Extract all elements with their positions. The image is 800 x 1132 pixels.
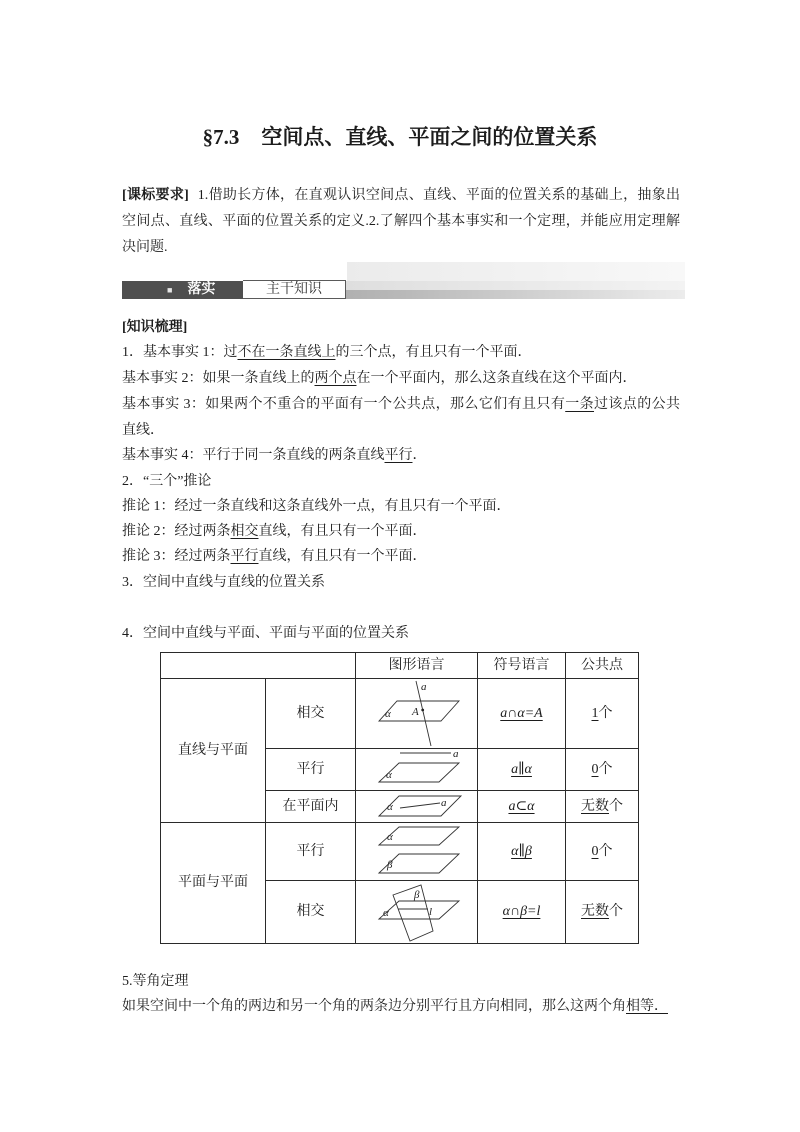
header-figure: 图形语言: [356, 653, 478, 679]
square-bullet-icon: ■: [167, 285, 173, 295]
corollary-2-pre: 推论 2：经过两条: [122, 524, 231, 539]
fact-2-pre: 基本事实 2：如果一条直线上的: [122, 371, 315, 386]
figure-cell: [356, 749, 478, 791]
count-unit: 个: [609, 904, 623, 919]
fact-4-post: ．: [412, 448, 427, 463]
corollary-1: 推论 1：经过一条直线和这条直线外一点，有且只有一个平面．: [122, 499, 511, 514]
figure-line-in-plane: [356, 791, 478, 822]
corollary-3-blank: 平行: [230, 549, 259, 564]
relation-cell: 相交: [266, 881, 356, 944]
banner-label: 落实: [187, 282, 216, 297]
theorem-pre: 如果空间中一个角的两边和另一个角的两条边分别平行且方向相同，那么这两个角: [122, 999, 626, 1014]
corollary-3: [122, 547, 427, 567]
banner-shadow: [347, 262, 685, 281]
requirements-label: [课标要求]: [122, 188, 189, 203]
theorem-statement: [122, 997, 668, 1017]
symbol-value: a⊂α: [508, 798, 535, 814]
plane-alpha: [379, 701, 459, 721]
requirements-line-3: 决问题.: [122, 240, 168, 255]
label-plane-alpha: α: [387, 831, 393, 843]
line-a: [400, 803, 440, 808]
figure-planes-intersect: [356, 881, 478, 943]
symbol-cell: [478, 749, 566, 791]
label-plane-beta: β: [387, 859, 393, 871]
fact-4: [122, 446, 427, 466]
symbol-cell: [478, 791, 566, 823]
header-symbol: 符号语言: [478, 653, 566, 679]
knowledge-heading: [知识梳理]: [122, 320, 188, 335]
corollary-2-blank: 相交: [230, 524, 259, 539]
symbol-value: a∩α=A: [500, 705, 543, 721]
count-unit: 个: [598, 843, 613, 859]
table-header-row: [161, 653, 639, 679]
banner-subtitle: 主干知识: [243, 280, 346, 299]
figure-cell: [356, 679, 478, 749]
requirements-text: 1.借助长方体，在直观认识空间点、直线、平面的位置关系的基础上，抽象出: [197, 188, 680, 203]
count-value: 0: [591, 843, 599, 859]
item-4-heading: 4．空间中直线与平面、平面与平面的位置关系: [122, 626, 409, 641]
count-cell: [566, 881, 639, 944]
relation-cell: 平行: [266, 823, 356, 881]
fact-3: [122, 395, 680, 415]
plane-beta: [393, 885, 433, 941]
count-unit: 个: [598, 705, 613, 721]
symbol-value: α∩β=l: [502, 904, 541, 919]
table-row: [161, 679, 639, 749]
count-value: 0: [591, 761, 599, 777]
figure-cell: [356, 791, 478, 823]
fact-1-post: 的三个点，有且只有一个平面．: [335, 345, 532, 360]
count-cell: [566, 791, 639, 823]
label-line-a: a: [421, 681, 427, 693]
figure-cell: [356, 823, 478, 881]
group-plane-plane: 平面与平面: [161, 823, 266, 944]
fact-1-pre: 1．基本事实 1：过: [122, 345, 238, 360]
fact-2-post: 在一个平面内，那么这条直线在这个平面内．: [356, 371, 637, 386]
fact-4-blank: 平行: [384, 448, 413, 463]
count-cell: [566, 749, 639, 791]
page-title: [0, 123, 800, 151]
corollary-3-pre: 推论 3：经过两条: [122, 549, 231, 564]
label-plane-alpha: α: [387, 801, 393, 813]
position-relation-table: [160, 652, 639, 944]
count-value: 无数: [581, 904, 609, 919]
item-3-heading: 3．空间中直线与直线的位置关系: [122, 575, 325, 590]
count-unit: 个: [609, 798, 623, 814]
header-empty-cell: [161, 653, 356, 679]
banner-dark-block: [122, 281, 243, 299]
label-point-A: A: [412, 706, 419, 718]
section-number: §7.3: [202, 125, 240, 149]
label-plane-alpha: α: [386, 769, 392, 781]
figure-line-intersects-plane: [356, 679, 478, 748]
symbol-value: α∥β: [511, 843, 532, 859]
title-text: 空间点、直线、平面之间的位置关系: [261, 125, 598, 149]
fact-3-blank: 一条: [565, 397, 595, 412]
relation-cell: 在平面内: [266, 791, 356, 823]
count-unit: 个: [598, 761, 613, 777]
symbol-value: a∥α: [511, 761, 532, 777]
count-cell: [566, 679, 639, 749]
label-plane-alpha: α: [385, 708, 391, 720]
label-line-a: a: [441, 797, 447, 809]
plane-alpha: [379, 901, 459, 919]
fact-3-post: 过该点的公共: [594, 397, 681, 412]
table-row: [161, 823, 639, 881]
label-plane-alpha: α: [383, 907, 389, 919]
figure-cell: [356, 881, 478, 944]
symbol-cell: [478, 881, 566, 944]
label-plane-beta: β: [414, 889, 420, 901]
corollary-2-post: 直线，有且只有一个平面．: [258, 524, 427, 539]
count-cell: [566, 823, 639, 881]
theorem-blank: 相等．: [626, 999, 668, 1014]
requirements-line-1: [122, 186, 680, 206]
figure-line-parallel-plane: [356, 749, 478, 790]
fact-4-pre: 基本事实 4：平行于同一条直线的两条直线: [122, 448, 385, 463]
point-A: [421, 709, 424, 712]
corollary-2: [122, 522, 427, 542]
header-common-points: 公共点: [566, 653, 639, 679]
relation-cell: 平行: [266, 749, 356, 791]
fact-1-blank: 不在一条直线上: [237, 345, 336, 360]
corollary-3-post: 直线，有且只有一个平面．: [258, 549, 427, 564]
symbol-cell: [478, 823, 566, 881]
group-line-plane: 直线与平面: [161, 679, 266, 823]
theorem-heading: 5.等角定理: [122, 974, 189, 989]
label-line-a: a: [453, 749, 459, 760]
figure-planes-parallel: [356, 823, 478, 880]
requirements-line-2: 空间点、直线、平面的位置关系的定义.2.了解四个基本事实和一个定理，并能应用定理解: [122, 214, 680, 229]
relation-cell: 相交: [266, 679, 356, 749]
fact-3-continued: 直线．: [122, 423, 164, 438]
count-value: 无数: [581, 798, 609, 814]
fact-1: [122, 343, 532, 363]
fact-3-pre: 基本事实 3：如果两个不重合的平面有一个公共点，那么它们有且只有: [122, 397, 566, 412]
fact-2-blank: 两个点: [314, 371, 357, 386]
label-line-l: l: [429, 906, 433, 918]
count-value: 1: [591, 705, 599, 721]
symbol-cell: [478, 679, 566, 749]
fact-2: [122, 369, 637, 389]
item-2-heading: 2．“三个”推论: [122, 474, 212, 489]
